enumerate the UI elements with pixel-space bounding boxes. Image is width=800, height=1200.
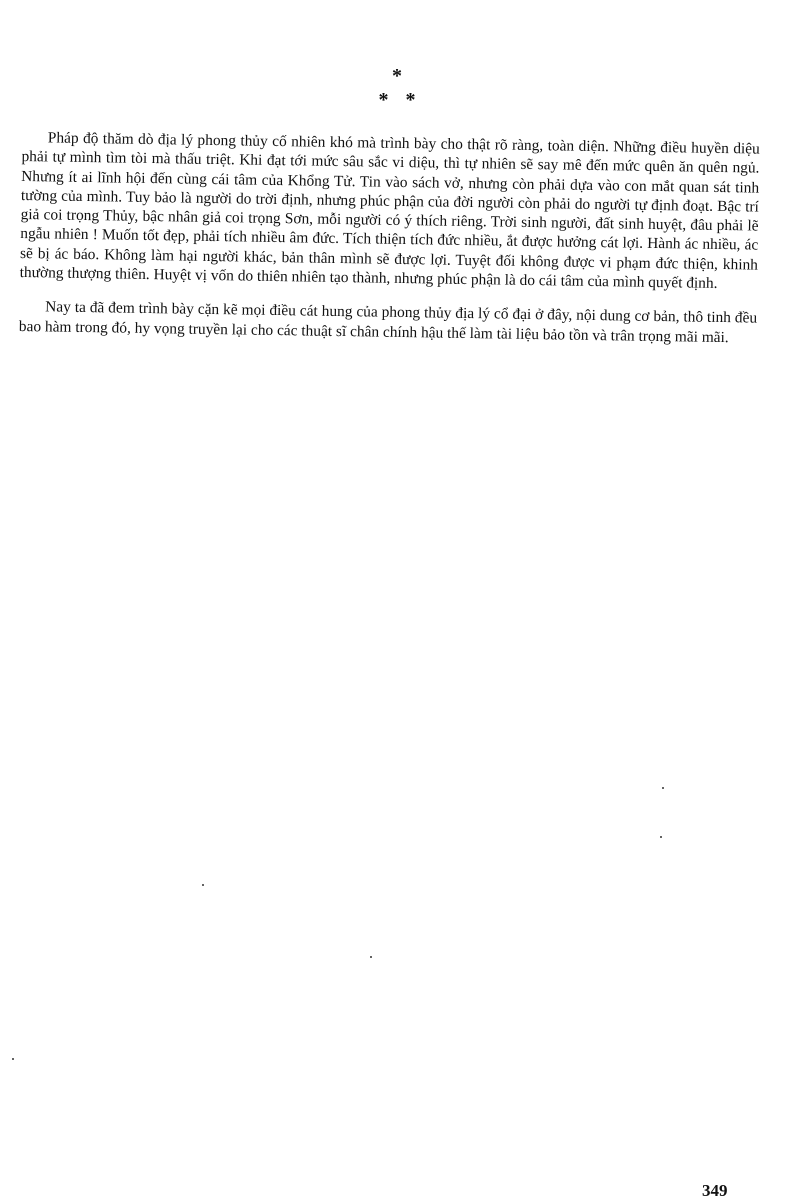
paragraph-2: Nay ta đã đem trình bày cặn kẽ mọi điều cát hung của phong thủy địa lý cổ đại ở đây, nội dung cơ bản, thô tinh đều bao hàm trong đó, hy vọng truyền lại cho các thuật sĩ chân chính hậu thế làm tài liệu bảo tồn và trân trọng mãi mãi. <box>18 298 758 346</box>
body-text <box>19 128 760 348</box>
scan-speck <box>662 787 664 789</box>
scan-speck <box>370 956 372 958</box>
section-ornament-bottom: * * <box>378 89 422 111</box>
section-ornament-top: * <box>392 65 408 87</box>
paragraph-1: Pháp độ thăm dò địa lý phong thủy cố nhiên khó mà trình bày cho thật rõ ràng, toàn diện. Những điều huyền diệu phải tự mình tìm tòi mà thấu triệt. Khi đạt tới mức sâu sắc vi diệu, thì tự nhiên sẽ say mê đến mức quên ăn quên ngủ. Nhưng ít ai lĩnh hội đến cùng cái tâm của Khổng Tử. Tin vào sách vở, nhưng còn phải dựa vào con mắt quan sát tinh tường của mình. Tuy bảo là người do trời định, nhưng phúc phận của đời người còn phải do người tự định đoạt. Bậc trí giả coi trọng Thủy, bậc nhân giả coi trọng Sơn, mỗi người có ý thích riêng. Trời sinh người, đất sinh huyệt, đâu phải lẽ ngẫu nhiên ! Muốn tốt đẹp, phải tích nhiều âm đức. Tích thiện tích đức nhiều, ắt được hưởng cát lợi. Hành ác nhiều, ác sẽ bị ác báo. Không làm hại người khác, bản thân mình sẽ được lợi. Tuyệt đối không được vi phạm đức thiện, khinh thường thượng thiên. Huyệt vị vốn do thiên nhiên tạo thành, nhưng phúc phận là do cái tâm của mình quyết định. <box>19 129 760 293</box>
scan-speck <box>12 1058 14 1060</box>
page-number: 349 <box>702 1181 728 1200</box>
scan-speck <box>202 884 204 886</box>
scan-speck <box>660 836 662 838</box>
